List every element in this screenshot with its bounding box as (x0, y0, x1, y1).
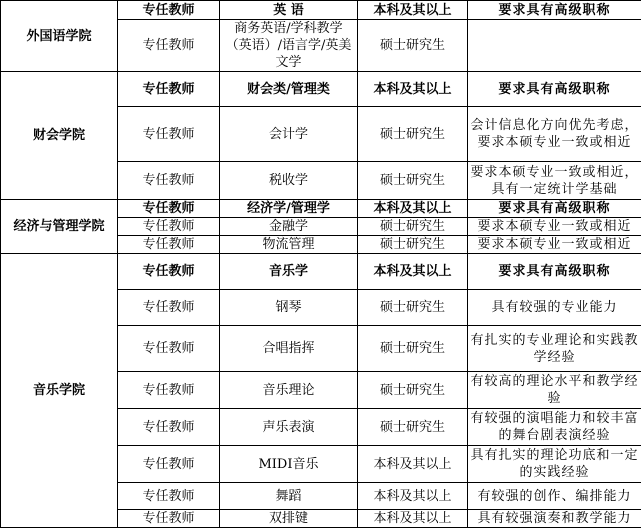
major-cell: 舞蹈 (220, 483, 358, 510)
requirement-cell: 会计信息化方向优先考虑，要求本硕专业一致或相近 (468, 107, 641, 162)
requirement-cell: 具有扎实的理论功底和一定的实践经验 (468, 446, 641, 483)
degree-cell: 硕士研究生 (358, 162, 468, 200)
major-cell: 钢琴 (220, 290, 358, 326)
college-cell: 音乐学院 (1, 254, 118, 528)
major-cell: 会计学 (220, 107, 358, 162)
post-cell: 专任教师 (118, 236, 220, 254)
post-cell: 专任教师 (118, 107, 220, 162)
major-cell: 声乐表演 (220, 409, 358, 446)
degree-cell: 本科及其以上 (358, 446, 468, 483)
requirement-cell: 要求本硕专业一致或相近，具有一定统计学基础 (468, 162, 641, 200)
major-cell: 音乐理论 (220, 372, 358, 409)
major-cell: 双排键 (220, 510, 358, 528)
post-cell: 专任教师 (118, 326, 220, 372)
requirement-cell: 有较强的演唱能力和较丰富的舞台剧表演经验 (468, 409, 641, 446)
degree-cell: 本科及其以上 (358, 483, 468, 510)
requirement-cell: 要求具有高级职称 (468, 72, 641, 107)
requirement-cell: 有扎实的专业理论和实践教学经验 (468, 326, 641, 372)
degree-cell: 硕士研究生 (358, 326, 468, 372)
major-cell: 英 语 (220, 1, 358, 20)
post-cell: 专任教师 (118, 290, 220, 326)
requirement-cell: 具有较强演奏和教学能力 (468, 510, 641, 528)
post-cell: 专任教师 (118, 254, 220, 290)
requirement-cell: 有较高的理论水平和教学经验 (468, 372, 641, 409)
major-cell: 商务英语/学科教学（英语）/语言学/英美文学 (220, 20, 358, 72)
table-row (1, 72, 641, 107)
degree-cell: 本科及其以上 (358, 254, 468, 290)
major-cell: 财会类/管理类 (220, 72, 358, 107)
major-cell: 经济学/管理学 (220, 200, 358, 218)
requirement-cell: 要求具有高级职称 (468, 1, 641, 20)
degree-cell: 本科及其以上 (358, 200, 468, 218)
degree-cell: 本科及其以上 (358, 1, 468, 20)
degree-cell: 硕士研究生 (358, 372, 468, 409)
post-cell: 专任教师 (118, 72, 220, 107)
post-cell: 专任教师 (118, 409, 220, 446)
table-row (1, 1, 641, 20)
table-row (1, 200, 641, 218)
requirement-cell: 有较强的创作、编排能力 (468, 483, 641, 510)
college-cell: 财会学院 (1, 72, 118, 200)
post-cell: 专任教师 (118, 1, 220, 20)
degree-cell: 硕士研究生 (358, 236, 468, 254)
post-cell: 专任教师 (118, 218, 220, 236)
post-cell: 专任教师 (118, 162, 220, 200)
major-cell: 金融学 (220, 218, 358, 236)
degree-cell: 硕士研究生 (358, 409, 468, 446)
post-cell: 专任教师 (118, 446, 220, 483)
degree-cell: 硕士研究生 (358, 20, 468, 72)
major-cell: MIDI音乐 (220, 446, 358, 483)
degree-cell: 硕士研究生 (358, 107, 468, 162)
post-cell: 专任教师 (118, 483, 220, 510)
post-cell: 专任教师 (118, 372, 220, 409)
degree-cell: 本科及其以上 (358, 510, 468, 528)
degree-cell: 本科及其以上 (358, 72, 468, 107)
requirement-cell: 具有较强的专业能力 (468, 290, 641, 326)
college-cell: 经济与管理学院 (1, 200, 118, 254)
post-cell: 专任教师 (118, 200, 220, 218)
degree-cell: 硕士研究生 (358, 290, 468, 326)
major-cell: 物流管理 (220, 236, 358, 254)
major-cell: 音乐学 (220, 254, 358, 290)
requirement-cell: 要求具有高级职称 (468, 200, 641, 218)
requirement-cell: 要求具有高级职称 (468, 254, 641, 290)
major-cell: 税收学 (220, 162, 358, 200)
requirement-cell: 要求本硕专业一致或相近 (468, 236, 641, 254)
post-cell: 专任教师 (118, 20, 220, 72)
college-cell: 外国语学院 (1, 1, 118, 72)
post-cell: 专任教师 (118, 510, 220, 528)
requirement-cell: 要求本硕专业一致或相近 (468, 218, 641, 236)
table-row (1, 254, 641, 290)
degree-cell: 硕士研究生 (358, 218, 468, 236)
major-cell: 合唱指挥 (220, 326, 358, 372)
requirement-cell (468, 20, 641, 72)
